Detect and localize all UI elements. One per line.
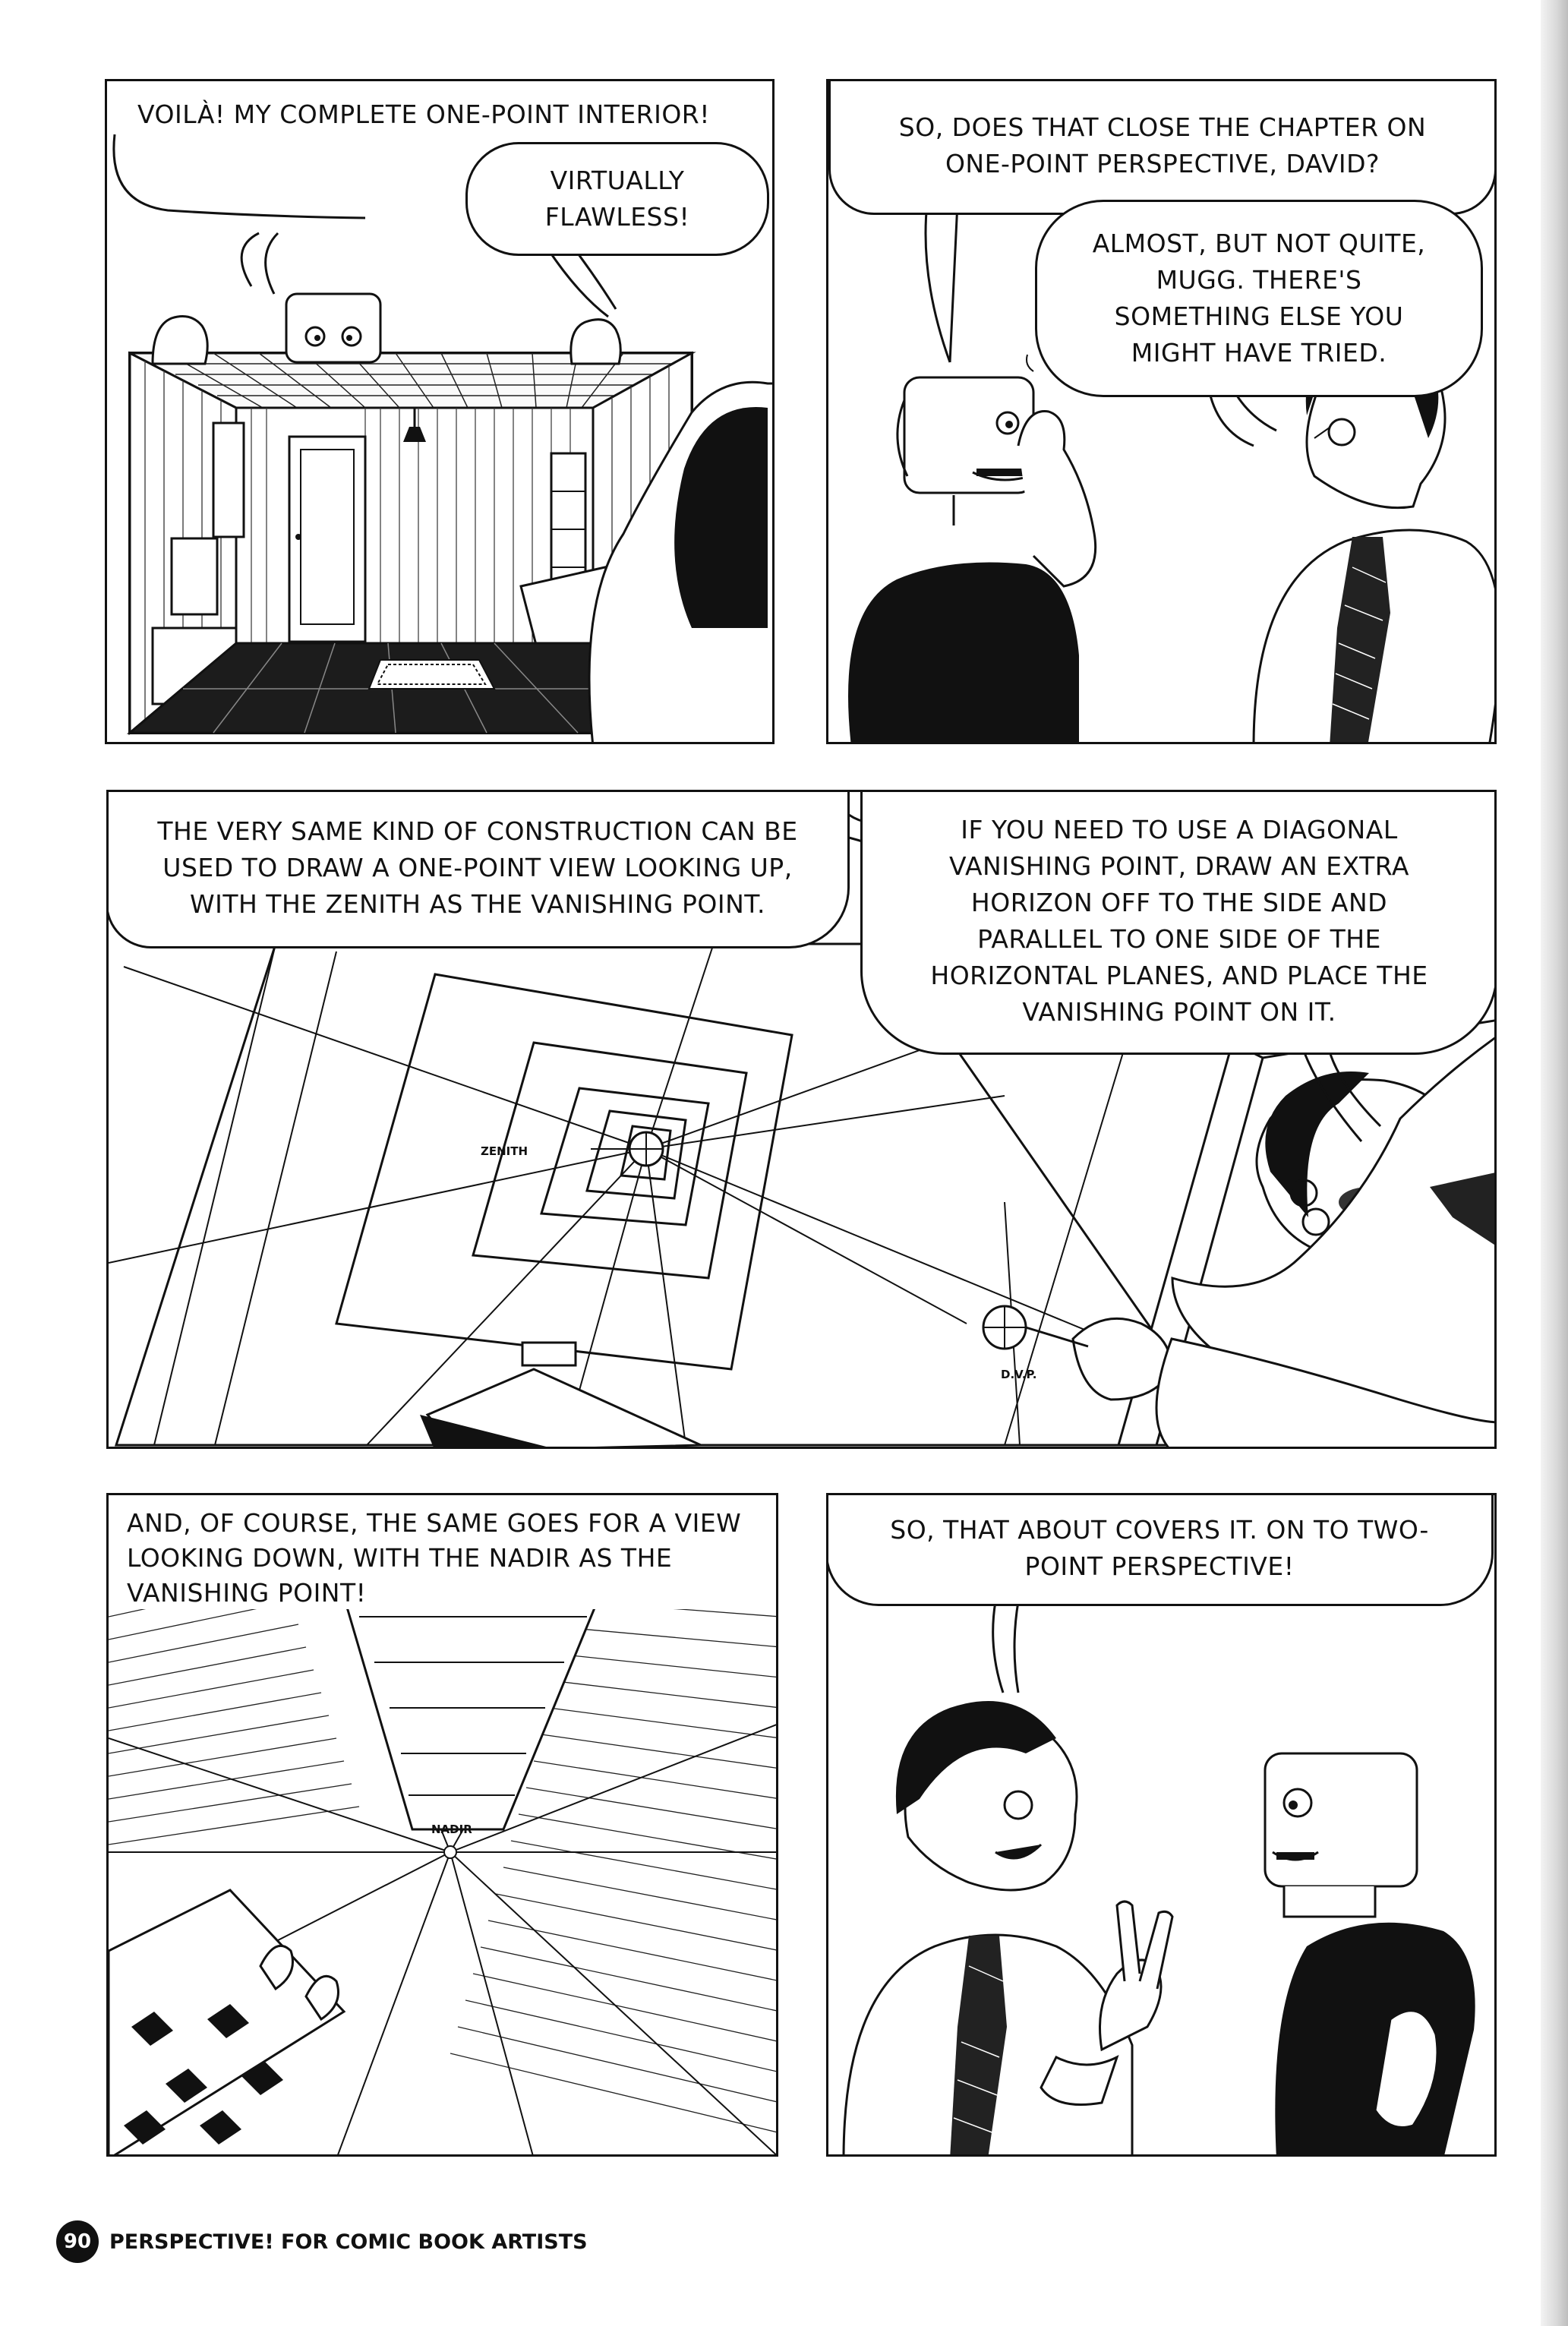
panel-3-speech-bubble-right: IF YOU NEED TO USE A DIAGONAL VANISHING POINT, DRAW AN EXTRA HORIZON OFF TO THE SIDE AND PARALLEL TO ONE SIDE OF THE HORIZONTAL PLANES, AND PLACE THE VANISHING POINT ON IT. <box>860 790 1497 1055</box>
panel-3-bubble-tail-right <box>1293 1043 1384 1149</box>
panel-2 <box>826 79 1497 744</box>
panel-3-speech-bubble-left: THE VERY SAME KIND OF CONSTRUCTION CAN BE USED TO DRAW A ONE-POINT VIEW LOOKING UP, WITH THE ZENITH AS THE VANISHING POINT. <box>106 790 850 948</box>
panel-4 <box>106 1493 778 2157</box>
panel-3-label-dvp: D.V.P. <box>1001 1368 1037 1381</box>
panel-2-speech-bubble-mugg: SO, DOES THAT CLOSE THE CHAPTER ON ONE-POINT PERSPECTIVE, DAVID? <box>828 79 1497 215</box>
panel-2-speech-bubble-david: ALMOST, BUT NOT QUITE, MUGG. THERE'S SOMETHING ELSE YOU MIGHT HAVE TRIED. <box>1035 200 1483 397</box>
panel-3-label-zenith: ZENITH <box>481 1144 528 1158</box>
page-edge <box>1541 0 1568 2326</box>
panel-5-speech-bubble: SO, THAT ABOUT COVERS IT. ON TO TWO-POINT PERSPECTIVE! <box>826 1493 1494 1606</box>
panel-2-bubble-tail-mugg <box>920 203 980 377</box>
panel-4-caption: AND, OF COURSE, THE SAME GOES FOR A VIEW LOOKING DOWN, WITH THE NADIR AS THE VANISHING POINT! <box>109 1495 778 1609</box>
panel-1 <box>105 79 775 744</box>
panel-1-caption: VOILÀ! MY COMPLETE ONE-POINT INTERIOR! <box>137 99 710 129</box>
page-footer <box>56 2217 588 2266</box>
panel-4-label-nadir: NADIR <box>431 1823 472 1836</box>
panel-1-caption-tail <box>107 127 487 332</box>
panel-5 <box>826 1493 1497 2157</box>
panel-3 <box>106 790 1497 1449</box>
book-title: PERSPECTIVE! FOR COMIC BOOK ARTISTS <box>109 2230 588 2254</box>
panel-1-speech-bubble: VIRTUALLY FLAWLESS! <box>465 142 769 256</box>
page-number: 90 <box>56 2220 99 2263</box>
panel-1-bubble-tail <box>532 248 623 339</box>
panel-5-bubble-tail <box>988 1594 1049 1700</box>
